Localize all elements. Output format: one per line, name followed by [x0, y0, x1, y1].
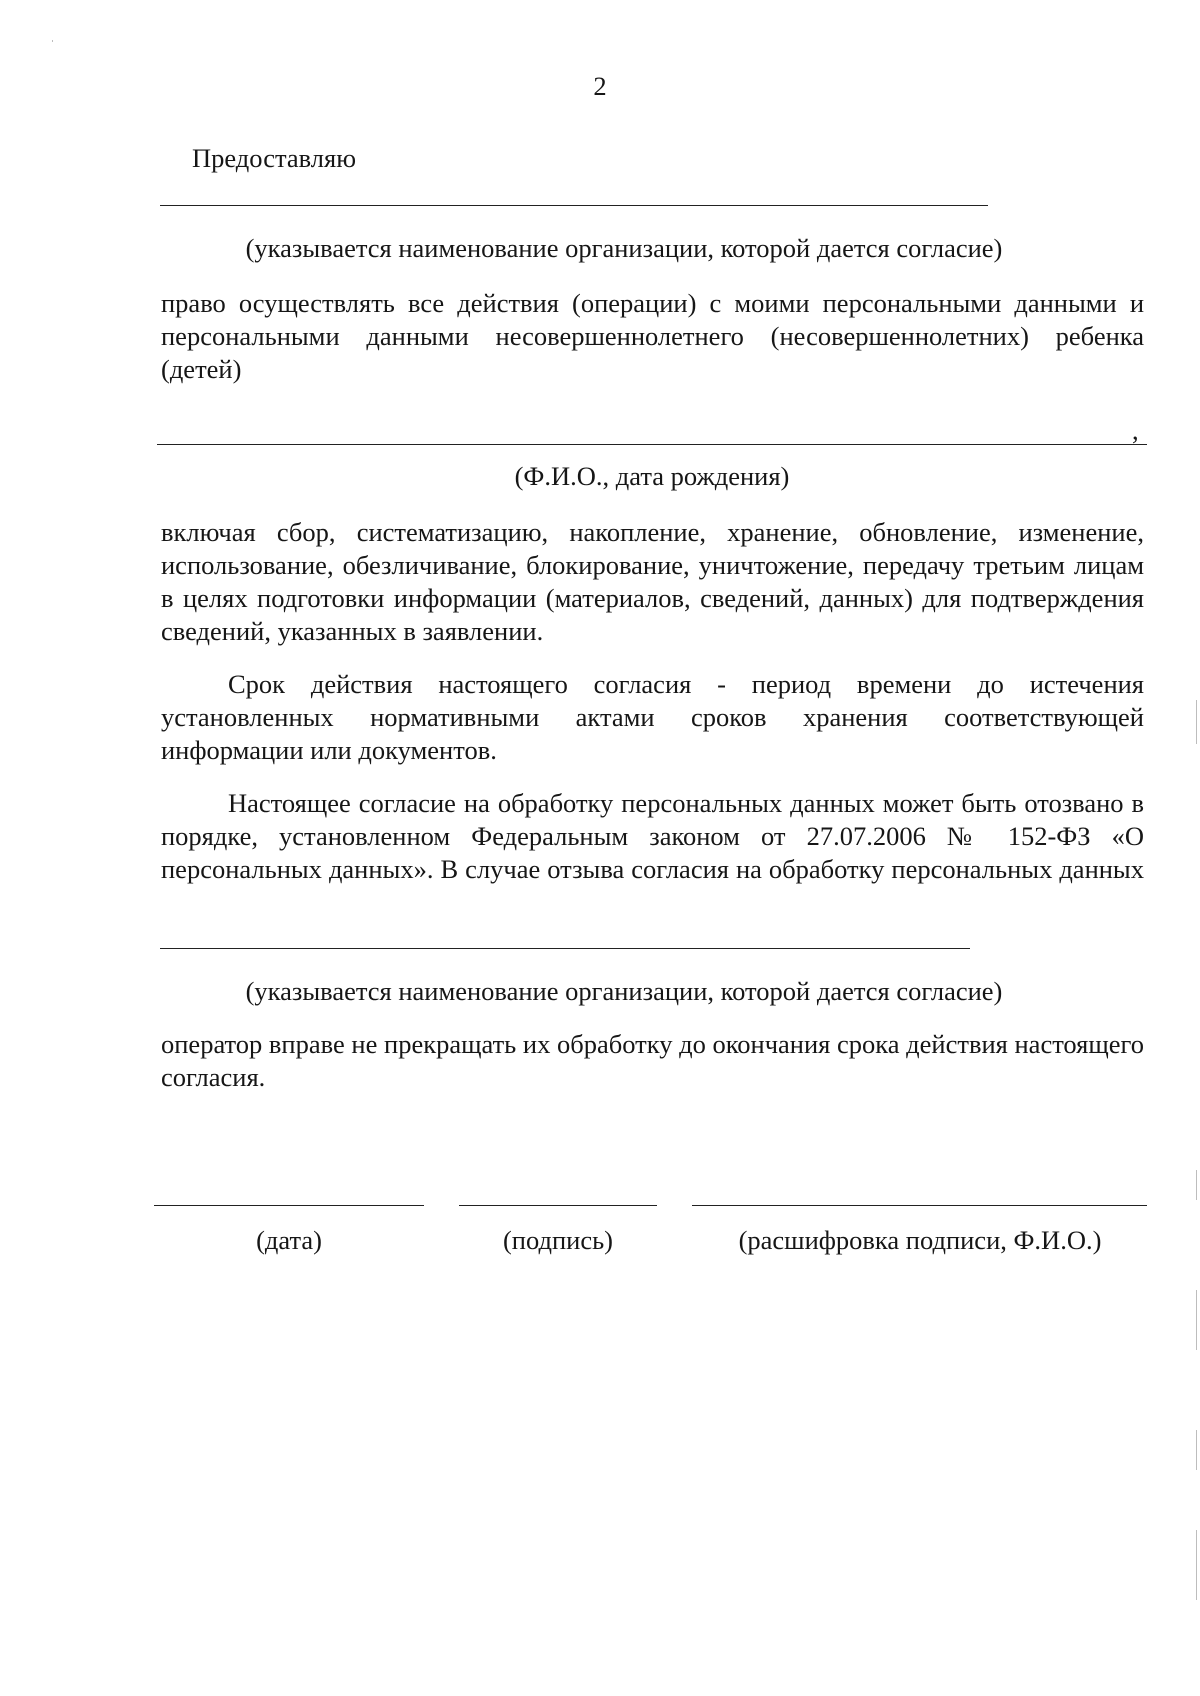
label-date: (дата) — [256, 1225, 322, 1255]
label-signature: (подпись) — [502, 1225, 613, 1255]
date-signature-line — [154, 1205, 424, 1206]
transcript-signature-line — [692, 1205, 1147, 1206]
paragraph-revoke: Настоящее согласие на обработку персональных данных может быть отозвано в порядке, установленном Федеральным законом от 27.07.2006 № 152-ФЗ «О персональных данных». В случае отзыва согласия на обработку персональных данных — [161, 788, 1144, 884]
page-number: 2 — [593, 71, 607, 101]
scan-artifact-mark — [1196, 1430, 1197, 1470]
paragraph-operator: оператор вправе не прекращать их обработку до окончания срока действия настоящего согласия. — [161, 1029, 1144, 1092]
caption-organization-1: (указывается наименование организации, которой дается согласие) — [245, 233, 1003, 263]
fio-blank-line — [157, 444, 1147, 445]
paragraph-term: Срок действия настоящего согласия - период времени до истечения установленных нормативными актами сроков хранения соответствующей информации или документов. — [161, 669, 1144, 765]
caption-organization-2: (указывается наименование организации, которой дается согласие) — [245, 976, 1003, 1006]
caption-fio-dob: (Ф.И.О., дата рождения) — [514, 461, 790, 491]
signature-line — [459, 1205, 657, 1206]
scan-artifact-mark — [1196, 1290, 1197, 1350]
scan-artifact-mark — [52, 40, 53, 42]
paragraph-rights: право осуществлять все действия (операции) с моими персональными данными и персональными данными несовершеннолетнего (несовершеннолетних) ребенка (детей) — [161, 288, 1144, 384]
scan-artifact-mark — [1196, 1170, 1197, 1200]
scan-artifact-mark — [1196, 1530, 1197, 1600]
organization-blank-line-1 — [160, 205, 988, 206]
intro-word: Предоставляю — [192, 143, 356, 173]
scan-artifact-mark — [1196, 700, 1197, 744]
paragraph-including: включая сбор, систематизацию, накопление, хранение, обновление, изменение, использование, обезличивание, блокирование, уничтожение, передачу третьим лицам в целях подготовки информации (материалов, сведений, данных) для подтверждения сведений, указанных в заявлении. — [161, 517, 1144, 646]
comma-mark: , — [1132, 415, 1139, 445]
organization-blank-line-2 — [160, 948, 970, 949]
label-transcript: (расшифровка подписи, Ф.И.О.) — [738, 1225, 1102, 1255]
